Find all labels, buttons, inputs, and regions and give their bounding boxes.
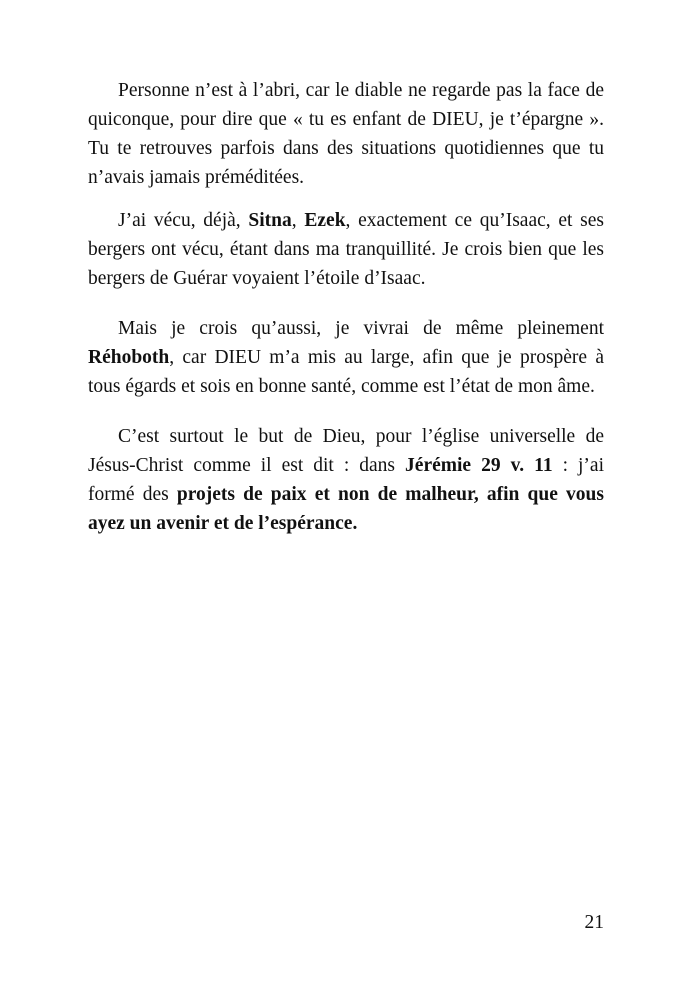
text-segment: : j’ai [552,455,604,476]
text-segment: , car DIEU m’a mis au large, afin que je prospère à [169,347,604,368]
text-line [88,163,604,192]
text-line [88,235,604,264]
text-segment: Tu te retrouves parfois dans des situations quotidiennes que tu [88,138,604,159]
text-segment: formé des [88,484,177,505]
text-segment: Jésus-Christ comme il est dit : dans [88,455,406,476]
bold-text: projets de paix et non de malheur, afin que vous [176,484,604,505]
text-segment: , [291,210,305,231]
text-segment: quiconque, pour dire que « tu es enfant de DIEU, je t’épargne ». [88,109,604,130]
text-line [88,509,604,538]
text-line [88,76,604,105]
text-line [88,206,604,235]
text-line [88,264,604,293]
text-segment: , exactement ce qu’Isaac, et ses [345,210,604,231]
text-line [88,105,604,134]
text-segment: tous égards et sois en bonne santé, comme est l’état de mon âme. [88,376,595,397]
paragraph-2 [88,206,604,293]
paragraph-3 [88,314,604,401]
text-segment: bergers de Guérar voyaient l’étoile d’Isaac. [88,268,426,289]
paragraph-4 [88,422,604,538]
bold-text: Jérémie 29 v. 11 [405,455,553,476]
page-number: 21 [584,912,604,933]
text-segment: Personne n’est à l’abri, car le diable ne regarde pas la face de [118,80,604,101]
text-line [88,480,604,509]
text-segment: n’avais jamais préméditées. [88,167,305,188]
text-segment: Mais je crois qu’aussi, je vivrai de même pleinement [118,318,604,339]
bold-text: ayez un avenir et de l’espérance. [88,513,358,534]
bold-text: Réhoboth [88,347,170,368]
text-line [88,372,604,401]
text-line [88,451,604,480]
text-segment: C’est surtout le but de Dieu, pour l’église universelle de [118,426,604,447]
bold-text: Ezek [304,210,346,231]
paragraph-1 [88,76,604,192]
text-line [88,422,604,451]
bold-text: Sitna [248,210,292,231]
text-segment: bergers ont vécu, étant dans ma tranquillité. Je crois bien que les [88,239,604,260]
text-segment: J’ai vécu, déjà, [118,210,249,231]
text-line [88,134,604,163]
text-line [88,343,604,372]
text-line [88,314,604,343]
